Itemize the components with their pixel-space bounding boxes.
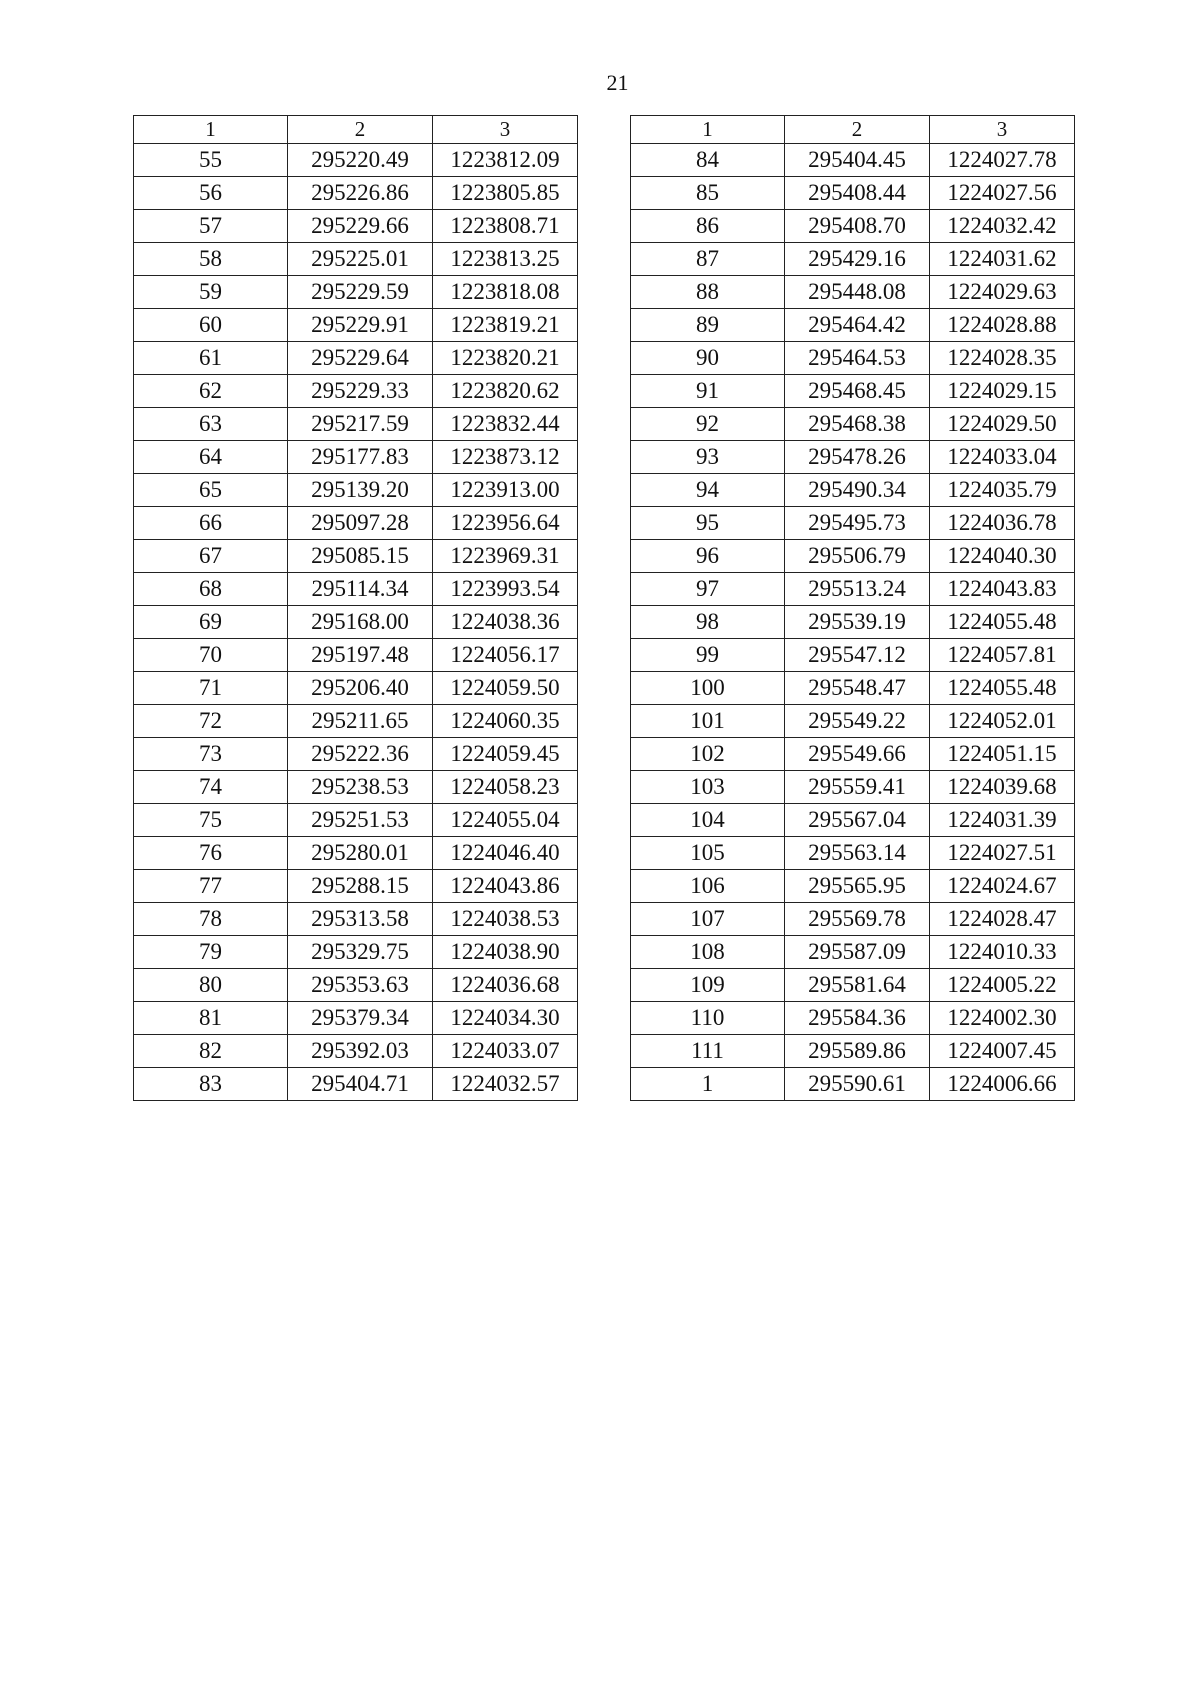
- table-row: [134, 276, 578, 309]
- x-coordinate-cell: 295468.45: [785, 375, 930, 408]
- coordinates-table-right: [630, 115, 1075, 1101]
- column-header-2: 2: [785, 116, 930, 144]
- x-coordinate-cell: 295548.47: [785, 672, 930, 705]
- y-coordinate-cell: 1223820.62: [433, 375, 578, 408]
- y-coordinate-cell: 1224055.04: [433, 804, 578, 837]
- table-row: [631, 1002, 1075, 1035]
- point-number-cell: 103: [631, 771, 785, 804]
- y-coordinate-cell: 1224006.66: [930, 1068, 1075, 1101]
- x-coordinate-cell: 295590.61: [785, 1068, 930, 1101]
- x-coordinate-cell: 295495.73: [785, 507, 930, 540]
- point-number-cell: 88: [631, 276, 785, 309]
- table-row: [134, 573, 578, 606]
- y-coordinate-cell: 1224051.15: [930, 738, 1075, 771]
- point-number-cell: 66: [134, 507, 288, 540]
- point-number-cell: 71: [134, 672, 288, 705]
- y-coordinate-cell: 1224031.62: [930, 243, 1075, 276]
- point-number-cell: 104: [631, 804, 785, 837]
- table-row: [631, 408, 1075, 441]
- y-coordinate-cell: 1224038.90: [433, 936, 578, 969]
- table-row: [134, 210, 578, 243]
- x-coordinate-cell: 295280.01: [288, 837, 433, 870]
- point-number-cell: 59: [134, 276, 288, 309]
- table-row: [631, 1035, 1075, 1068]
- point-number-cell: 93: [631, 441, 785, 474]
- table-row: [631, 573, 1075, 606]
- table-row: [631, 276, 1075, 309]
- y-coordinate-cell: 1223832.44: [433, 408, 578, 441]
- table-row: [134, 309, 578, 342]
- x-coordinate-cell: 295408.44: [785, 177, 930, 210]
- table-row: [134, 639, 578, 672]
- point-number-cell: 73: [134, 738, 288, 771]
- point-number-cell: 75: [134, 804, 288, 837]
- point-number-cell: 85: [631, 177, 785, 210]
- table-row: [134, 507, 578, 540]
- x-coordinate-cell: 295478.26: [785, 441, 930, 474]
- table-row: [631, 705, 1075, 738]
- x-coordinate-cell: 295565.95: [785, 870, 930, 903]
- y-coordinate-cell: 1224027.78: [930, 144, 1075, 177]
- x-coordinate-cell: 295559.41: [785, 771, 930, 804]
- x-coordinate-cell: 295206.40: [288, 672, 433, 705]
- y-coordinate-cell: 1224055.48: [930, 606, 1075, 639]
- y-coordinate-cell: 1224010.33: [930, 936, 1075, 969]
- x-coordinate-cell: 295222.36: [288, 738, 433, 771]
- x-coordinate-cell: 295429.16: [785, 243, 930, 276]
- table-row: [134, 804, 578, 837]
- y-coordinate-cell: 1224002.30: [930, 1002, 1075, 1035]
- y-coordinate-cell: 1224031.39: [930, 804, 1075, 837]
- point-number-cell: 84: [631, 144, 785, 177]
- point-number-cell: 109: [631, 969, 785, 1002]
- y-coordinate-cell: 1224033.04: [930, 441, 1075, 474]
- table-row: [631, 177, 1075, 210]
- table-row: [631, 243, 1075, 276]
- y-coordinate-cell: 1224058.23: [433, 771, 578, 804]
- y-coordinate-cell: 1224005.22: [930, 969, 1075, 1002]
- table-row: [631, 144, 1075, 177]
- x-coordinate-cell: 295225.01: [288, 243, 433, 276]
- y-coordinate-cell: 1224029.15: [930, 375, 1075, 408]
- y-coordinate-cell: 1224052.01: [930, 705, 1075, 738]
- table-row: [631, 375, 1075, 408]
- y-coordinate-cell: 1224056.17: [433, 639, 578, 672]
- table-row: [631, 1068, 1075, 1101]
- table-row: [631, 969, 1075, 1002]
- column-header-2: 2: [288, 116, 433, 144]
- point-number-cell: 92: [631, 408, 785, 441]
- point-number-cell: 91: [631, 375, 785, 408]
- table-header-row: [631, 116, 1075, 144]
- x-coordinate-cell: 295114.34: [288, 573, 433, 606]
- x-coordinate-cell: 295490.34: [785, 474, 930, 507]
- x-coordinate-cell: 295229.91: [288, 309, 433, 342]
- point-number-cell: 90: [631, 342, 785, 375]
- point-number-cell: 86: [631, 210, 785, 243]
- point-number-cell: 80: [134, 969, 288, 1002]
- x-coordinate-cell: 295587.09: [785, 936, 930, 969]
- point-number-cell: 101: [631, 705, 785, 738]
- x-coordinate-cell: 295468.38: [785, 408, 930, 441]
- table-row: [134, 177, 578, 210]
- table-row: [631, 639, 1075, 672]
- table-row: [134, 672, 578, 705]
- point-number-cell: 64: [134, 441, 288, 474]
- point-number-cell: 70: [134, 639, 288, 672]
- y-coordinate-cell: 1223956.64: [433, 507, 578, 540]
- table-row: [134, 144, 578, 177]
- x-coordinate-cell: 295549.66: [785, 738, 930, 771]
- x-coordinate-cell: 295569.78: [785, 903, 930, 936]
- table-row: [134, 375, 578, 408]
- x-coordinate-cell: 295408.70: [785, 210, 930, 243]
- x-coordinate-cell: 295211.65: [288, 705, 433, 738]
- point-number-cell: 68: [134, 573, 288, 606]
- column-header-1: 1: [134, 116, 288, 144]
- y-coordinate-cell: 1224024.67: [930, 870, 1075, 903]
- x-coordinate-cell: 295379.34: [288, 1002, 433, 1035]
- table-row: [134, 441, 578, 474]
- x-coordinate-cell: 295584.36: [785, 1002, 930, 1035]
- table-row: [134, 408, 578, 441]
- y-coordinate-cell: 1224038.36: [433, 606, 578, 639]
- y-coordinate-cell: 1223993.54: [433, 573, 578, 606]
- table-row: [631, 870, 1075, 903]
- y-coordinate-cell: 1224055.48: [930, 672, 1075, 705]
- x-coordinate-cell: 295085.15: [288, 540, 433, 573]
- x-coordinate-cell: 295581.64: [785, 969, 930, 1002]
- x-coordinate-cell: 295563.14: [785, 837, 930, 870]
- x-coordinate-cell: 295329.75: [288, 936, 433, 969]
- x-coordinate-cell: 295589.86: [785, 1035, 930, 1068]
- table-row: [631, 771, 1075, 804]
- point-number-cell: 79: [134, 936, 288, 969]
- y-coordinate-cell: 1224043.83: [930, 573, 1075, 606]
- table-row: [134, 969, 578, 1002]
- point-number-cell: 77: [134, 870, 288, 903]
- point-number-cell: 69: [134, 606, 288, 639]
- y-coordinate-cell: 1224036.78: [930, 507, 1075, 540]
- table-row: [134, 1068, 578, 1101]
- table-row: [134, 540, 578, 573]
- table-row: [631, 441, 1075, 474]
- table-row: [631, 210, 1075, 243]
- point-number-cell: 98: [631, 606, 785, 639]
- coordinates-table-left: [133, 115, 578, 1101]
- point-number-cell: 83: [134, 1068, 288, 1101]
- table-row: [631, 936, 1075, 969]
- y-coordinate-cell: 1224060.35: [433, 705, 578, 738]
- y-coordinate-cell: 1223819.21: [433, 309, 578, 342]
- y-coordinate-cell: 1223805.85: [433, 177, 578, 210]
- y-coordinate-cell: 1224027.51: [930, 837, 1075, 870]
- y-coordinate-cell: 1223913.00: [433, 474, 578, 507]
- table-row: [134, 870, 578, 903]
- y-coordinate-cell: 1223820.21: [433, 342, 578, 375]
- x-coordinate-cell: 295139.20: [288, 474, 433, 507]
- table-row: [631, 738, 1075, 771]
- point-number-cell: 78: [134, 903, 288, 936]
- point-number-cell: 57: [134, 210, 288, 243]
- table-row: [134, 936, 578, 969]
- table-row: [631, 672, 1075, 705]
- x-coordinate-cell: 295567.04: [785, 804, 930, 837]
- x-coordinate-cell: 295464.42: [785, 309, 930, 342]
- table-row: [134, 771, 578, 804]
- table-row: [134, 243, 578, 276]
- x-coordinate-cell: 295539.19: [785, 606, 930, 639]
- column-header-1: 1: [631, 116, 785, 144]
- point-number-cell: 62: [134, 375, 288, 408]
- table-row: [134, 903, 578, 936]
- x-coordinate-cell: 295217.59: [288, 408, 433, 441]
- x-coordinate-cell: 295097.28: [288, 507, 433, 540]
- table-row: [631, 903, 1075, 936]
- point-number-cell: 65: [134, 474, 288, 507]
- x-coordinate-cell: 295448.08: [785, 276, 930, 309]
- table-row: [631, 474, 1075, 507]
- point-number-cell: 55: [134, 144, 288, 177]
- y-coordinate-cell: 1224033.07: [433, 1035, 578, 1068]
- point-number-cell: 99: [631, 639, 785, 672]
- y-coordinate-cell: 1223808.71: [433, 210, 578, 243]
- point-number-cell: 81: [134, 1002, 288, 1035]
- y-coordinate-cell: 1224046.40: [433, 837, 578, 870]
- table-row: [134, 606, 578, 639]
- point-number-cell: 58: [134, 243, 288, 276]
- x-coordinate-cell: 295506.79: [785, 540, 930, 573]
- table-row: [631, 342, 1075, 375]
- point-number-cell: 56: [134, 177, 288, 210]
- y-coordinate-cell: 1224043.86: [433, 870, 578, 903]
- x-coordinate-cell: 295197.48: [288, 639, 433, 672]
- y-coordinate-cell: 1224057.81: [930, 639, 1075, 672]
- column-header-3: 3: [433, 116, 578, 144]
- table-row: [134, 342, 578, 375]
- point-number-cell: 74: [134, 771, 288, 804]
- x-coordinate-cell: 295549.22: [785, 705, 930, 738]
- table-header-row: [134, 116, 578, 144]
- x-coordinate-cell: 295313.58: [288, 903, 433, 936]
- y-coordinate-cell: 1223812.09: [433, 144, 578, 177]
- point-number-cell: 67: [134, 540, 288, 573]
- x-coordinate-cell: 295513.24: [785, 573, 930, 606]
- y-coordinate-cell: 1223818.08: [433, 276, 578, 309]
- x-coordinate-cell: 295464.53: [785, 342, 930, 375]
- x-coordinate-cell: 295404.71: [288, 1068, 433, 1101]
- point-number-cell: 108: [631, 936, 785, 969]
- y-coordinate-cell: 1224032.57: [433, 1068, 578, 1101]
- table-row: [631, 309, 1075, 342]
- x-coordinate-cell: 295229.66: [288, 210, 433, 243]
- table-row: [631, 540, 1075, 573]
- point-number-cell: 76: [134, 837, 288, 870]
- x-coordinate-cell: 295168.00: [288, 606, 433, 639]
- y-coordinate-cell: 1224028.47: [930, 903, 1075, 936]
- y-coordinate-cell: 1224029.63: [930, 276, 1075, 309]
- table-row: [631, 837, 1075, 870]
- y-coordinate-cell: 1224028.35: [930, 342, 1075, 375]
- point-number-cell: 63: [134, 408, 288, 441]
- y-coordinate-cell: 1224034.30: [433, 1002, 578, 1035]
- y-coordinate-cell: 1223873.12: [433, 441, 578, 474]
- x-coordinate-cell: 295226.86: [288, 177, 433, 210]
- y-coordinate-cell: 1224059.50: [433, 672, 578, 705]
- x-coordinate-cell: 295251.53: [288, 804, 433, 837]
- x-coordinate-cell: 295229.33: [288, 375, 433, 408]
- x-coordinate-cell: 295177.83: [288, 441, 433, 474]
- x-coordinate-cell: 295229.59: [288, 276, 433, 309]
- y-coordinate-cell: 1224028.88: [930, 309, 1075, 342]
- x-coordinate-cell: 295229.64: [288, 342, 433, 375]
- table-row: [134, 837, 578, 870]
- point-number-cell: 97: [631, 573, 785, 606]
- point-number-cell: 94: [631, 474, 785, 507]
- y-coordinate-cell: 1224036.68: [433, 969, 578, 1002]
- y-coordinate-cell: 1224029.50: [930, 408, 1075, 441]
- table-row: [631, 606, 1075, 639]
- table-row: [631, 507, 1075, 540]
- point-number-cell: 60: [134, 309, 288, 342]
- y-coordinate-cell: 1224027.56: [930, 177, 1075, 210]
- y-coordinate-cell: 1223969.31: [433, 540, 578, 573]
- table-row: [134, 1002, 578, 1035]
- point-number-cell: 82: [134, 1035, 288, 1068]
- point-number-cell: 106: [631, 870, 785, 903]
- y-coordinate-cell: 1223813.25: [433, 243, 578, 276]
- y-coordinate-cell: 1224032.42: [930, 210, 1075, 243]
- x-coordinate-cell: 295547.12: [785, 639, 930, 672]
- point-number-cell: 100: [631, 672, 785, 705]
- table-row: [134, 1035, 578, 1068]
- point-number-cell: 107: [631, 903, 785, 936]
- y-coordinate-cell: 1224040.30: [930, 540, 1075, 573]
- point-number-cell: 95: [631, 507, 785, 540]
- y-coordinate-cell: 1224035.79: [930, 474, 1075, 507]
- page-number: 21: [606, 70, 629, 95]
- point-number-cell: 96: [631, 540, 785, 573]
- y-coordinate-cell: 1224039.68: [930, 771, 1075, 804]
- point-number-cell: 105: [631, 837, 785, 870]
- point-number-cell: 61: [134, 342, 288, 375]
- table-row: [134, 705, 578, 738]
- point-number-cell: 111: [631, 1035, 785, 1068]
- point-number-cell: 72: [134, 705, 288, 738]
- point-number-cell: 89: [631, 309, 785, 342]
- y-coordinate-cell: 1224059.45: [433, 738, 578, 771]
- point-number-cell: 1: [631, 1068, 785, 1101]
- x-coordinate-cell: 295220.49: [288, 144, 433, 177]
- point-number-cell: 110: [631, 1002, 785, 1035]
- table-row: [631, 804, 1075, 837]
- y-coordinate-cell: 1224038.53: [433, 903, 578, 936]
- x-coordinate-cell: 295392.03: [288, 1035, 433, 1068]
- x-coordinate-cell: 295238.53: [288, 771, 433, 804]
- table-row: [134, 738, 578, 771]
- x-coordinate-cell: 295288.15: [288, 870, 433, 903]
- column-header-3: 3: [930, 116, 1075, 144]
- x-coordinate-cell: 295353.63: [288, 969, 433, 1002]
- point-number-cell: 87: [631, 243, 785, 276]
- table-row: [134, 474, 578, 507]
- y-coordinate-cell: 1224007.45: [930, 1035, 1075, 1068]
- x-coordinate-cell: 295404.45: [785, 144, 930, 177]
- point-number-cell: 102: [631, 738, 785, 771]
